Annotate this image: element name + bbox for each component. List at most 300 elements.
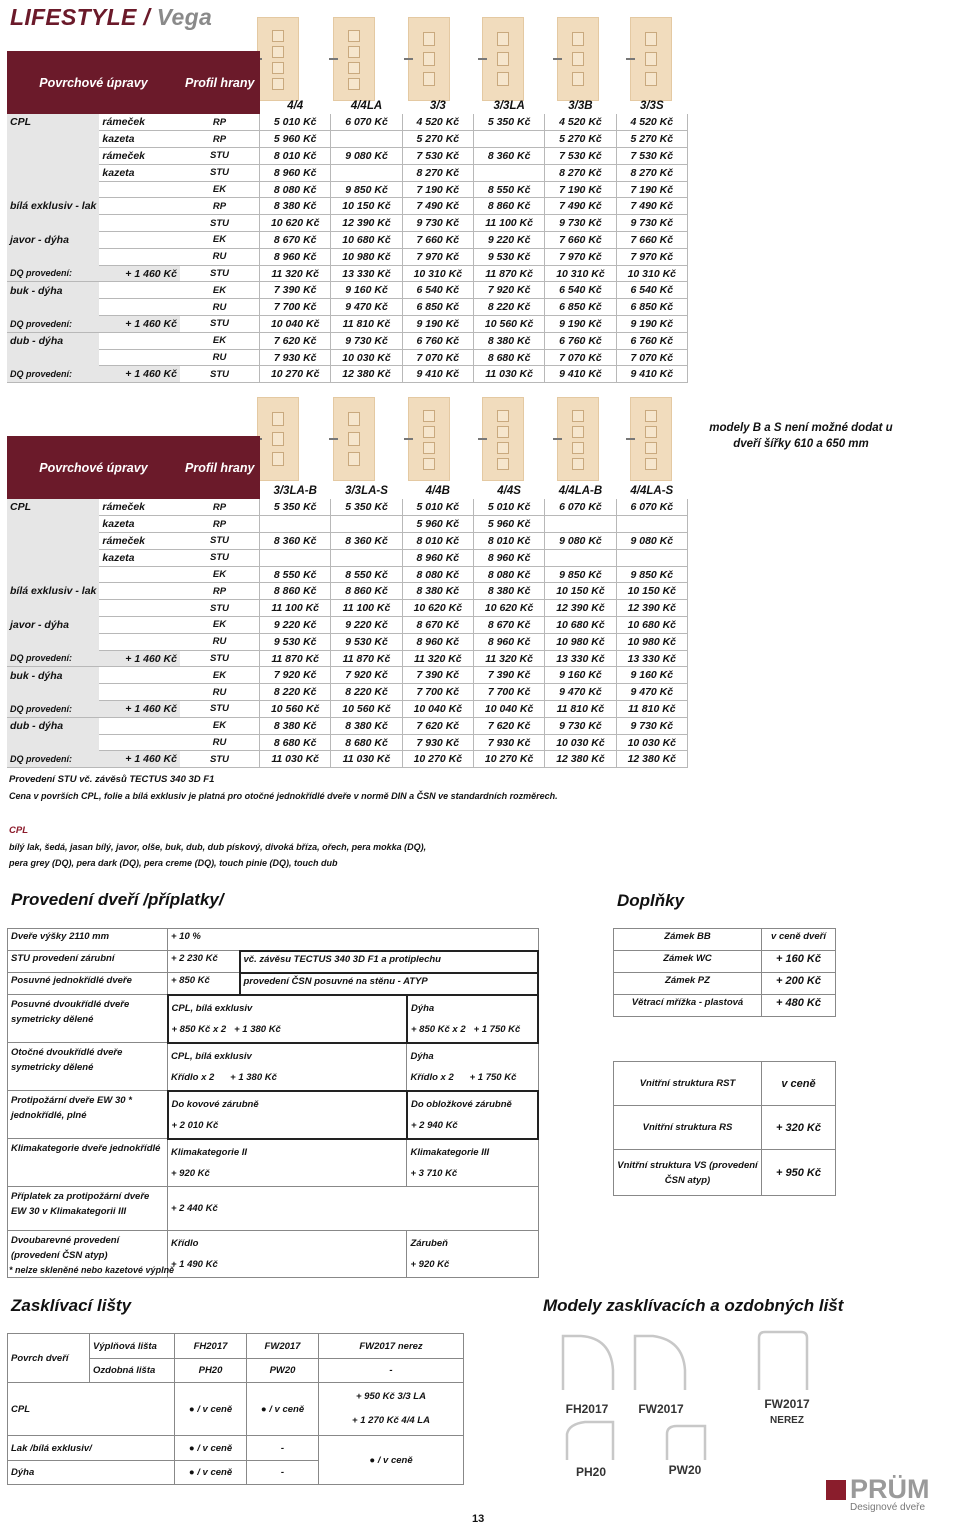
page-title: LIFESTYLE / Vega [10,4,213,30]
price-cell: 8 270 Kč [545,164,616,181]
price-cell: 8 680 Kč [473,349,544,366]
column-header: 3/3S [639,99,664,112]
group-label: DQ provedení: [7,751,99,768]
price-cell: 11 320 Kč [260,265,331,282]
price-cell: 5 960 Kč [402,516,473,533]
sub-label: kazeta [99,164,180,181]
price-cell: 10 270 Kč [402,751,473,768]
price-cell: 9 530 Kč [331,633,402,650]
column-header: 3/3LA-B [273,484,317,497]
profile-code: EK [180,232,260,249]
price-cell: 6 760 Kč [545,332,616,349]
price-cell: 12 390 Kč [545,600,616,617]
price-cell [260,549,331,566]
price-cell: 8 670 Kč [402,617,473,634]
sub-label: kazeta [99,516,180,533]
price-cell: 6 850 Kč [545,299,616,316]
table-row [7,366,688,383]
price-cell: 9 160 Kč [616,667,687,684]
price-cell: 11 030 Kč [473,366,544,383]
price-cell: 9 080 Kč [331,148,402,165]
price-cell: 10 150 Kč [331,198,402,215]
profile-code: STU [180,533,260,550]
column-header: 3/3LA [493,99,525,112]
group-label [7,248,99,265]
price-cell: 8 860 Kč [331,583,402,600]
price-cell: 9 730 Kč [616,215,687,232]
sub-label [99,181,180,198]
price-cell: 5 270 Kč [616,131,687,148]
price-cell: 9 730 Kč [402,215,473,232]
sub-label [99,566,180,583]
price-cell: 11 870 Kč [260,650,331,667]
sub-label: kazeta [99,131,180,148]
sub-label [99,600,180,617]
price-cell: 8 550 Kč [260,566,331,583]
cpl-title: CPL [9,825,28,836]
column-header: 4/4LA-S [630,484,674,497]
price-cell: 5 350 Kč [331,499,402,516]
price-cell: 7 620 Kč [402,717,473,734]
price-cell: 8 960 Kč [473,633,544,650]
price-cell: 10 560 Kč [260,701,331,718]
table-row [7,198,688,215]
price-cell: 9 470 Kč [331,299,402,316]
fw2017-nerez-caption: FW2017 [764,1397,810,1411]
price-cell: 10 680 Kč [616,617,687,634]
group-label [7,164,99,181]
column-header: 4/4LA-B [558,484,603,497]
price-cell: 6 540 Kč [402,282,473,299]
price-cell: 7 070 Kč [545,349,616,366]
price-cell: 8 080 Kč [402,566,473,583]
profile-code: RP [180,114,260,131]
price-cell: 7 920 Kč [473,282,544,299]
price-cell: 7 190 Kč [402,181,473,198]
stu-note: Provedení STU vč. závěsů TECTUS 340 3D F1 [9,774,215,785]
group-label [7,600,99,617]
profile-code: RU [180,734,260,751]
price-cell: 8 360 Kč [473,148,544,165]
price-cell: 12 380 Kč [616,751,687,768]
price-cell: 8 550 Kč [473,181,544,198]
profile-code: STU [180,316,260,333]
price-cell: 7 930 Kč [402,734,473,751]
price-cell: 8 360 Kč [260,533,331,550]
group-label [7,566,99,583]
price-cell: 8 220 Kč [331,684,402,701]
price-cell: 10 270 Kč [260,366,331,383]
table-row [7,667,688,684]
table-row [7,717,688,734]
provedeni-table: Dveře výšky 2110 mm + 10 % STU provedení zárubní + 2 230 Kč vč. závěsu TECTUS 340 3D F1 a protiplechu Posuvné jednokřídlé dveře + 850 Kč provedení ČSN posuvné na stěnu - ATYP Posuvné dvoukřídlé dveře symetricky dělené CPL, bílá exklusiv + 850 Kč x 2 + 1 380 Kč Dýha + 850 Kč x 2 + 1 750 Kč Otočné dvoukřídlé dveře symetricky dělené CPL, bílá exklusiv Křídlo x 2 + 1 380 Kč Dýha Křídlo x 2 + 1 750 Kč Protipožární dveře EW 30 * jednokřídlé, plné Do kovové zárubně + 2 010 Kč Do obložkové zárubně + 2 940 Kč Klimakategorie dveře jednokřídlé Klimakategorie II + 920 Kč Klimakategorie III + 3 710 Kč Příplatek za protipožární dveře EW 30 v Klimakategorii III + 2 440 Kč Dvoubarevné provedení (provedení ČSN atyp) Křídlo + 1 490 Kč Zárubeň + 920 Kč [7,928,539,1278]
sub-label: rámeček [99,114,180,131]
price-cell: 6 070 Kč [545,499,616,516]
price-cell: 8 670 Kč [260,232,331,249]
price-cell: 10 980 Kč [545,633,616,650]
price-cell: 6 540 Kč [545,282,616,299]
price-cell: 9 190 Kč [616,316,687,333]
price-cell: 7 530 Kč [402,148,473,165]
price-cell [331,131,402,148]
price-cell: 10 030 Kč [616,734,687,751]
price-cell: 8 380 Kč [260,198,331,215]
table-row [7,248,688,265]
price-cell: 9 080 Kč [545,533,616,550]
price-cell: 8 680 Kč [331,734,402,751]
price-cell: 9 160 Kč [331,282,402,299]
sub-label [99,734,180,751]
header-surface: Povrchové úpravy [7,51,180,114]
group-label [7,684,99,701]
sub-label [99,583,180,600]
price-cell: 8 960 Kč [402,549,473,566]
price-cell: 7 490 Kč [545,198,616,215]
price-cell: 9 530 Kč [473,248,544,265]
price-cell: 9 730 Kč [331,332,402,349]
price-cell: 9 730 Kč [545,717,616,734]
price-cell: 10 040 Kč [402,701,473,718]
prov-label-5: Otočné dvoukřídlé dveře symetricky dělené [8,1043,168,1091]
group-label [7,148,99,165]
price-cell: 11 870 Kč [473,265,544,282]
sub-label: + 1 460 Kč [99,316,180,333]
price-cell: 11 810 Kč [545,701,616,718]
listy-table: Povrch dveří Výplňová lišta FH2017 FW2017 FW2017 nerez Ozdobná lišta PH20 PW20 - CPL ● / v ceně ● / v ceně + 950 Kč 3/3 LA + 1 270 Kč 4/4 LA Lak /bílá exklusiv/ ● / v ceně - ● / v ceně Dýha ● / v ceně - [7,1333,464,1485]
sub-label [99,248,180,265]
price-cell: 4 520 Kč [402,114,473,131]
group-label [7,131,99,148]
price-cell: 11 030 Kč [260,751,331,768]
group-label: CPL [7,499,99,516]
price-cell: 7 930 Kč [473,734,544,751]
price-cell: 6 540 Kč [616,282,687,299]
price-cell: 10 040 Kč [473,701,544,718]
price-cell: 12 380 Kč [545,751,616,768]
price-cell: 10 040 Kč [260,316,331,333]
price-cell: 7 190 Kč [545,181,616,198]
profile-code: EK [180,566,260,583]
price-cell: 9 190 Kč [402,316,473,333]
pw20-profile-icon [667,1426,705,1460]
price-cell: 12 390 Kč [331,215,402,232]
price-cell: 7 660 Kč [616,232,687,249]
group-label [7,516,99,533]
price-cell: 7 620 Kč [260,332,331,349]
profile-code: EK [180,332,260,349]
price-cell: 13 330 Kč [616,650,687,667]
profile-code: RU [180,349,260,366]
sub-label: rámeček [99,148,180,165]
price-cell: 7 970 Kč [616,248,687,265]
profile-code: STU [180,366,260,383]
column-header: 3/3LA-S [345,484,388,497]
profile-code: STU [180,600,260,617]
price-cell: 10 980 Kč [616,633,687,650]
table-row [7,499,688,516]
price-cell: 7 490 Kč [402,198,473,215]
price-cell: 12 390 Kč [616,600,687,617]
group-label [7,633,99,650]
price-cell: 7 970 Kč [545,248,616,265]
price-cell: 10 270 Kč [473,751,544,768]
column-header: 3/3 [429,99,446,112]
sub-label [99,332,180,349]
price-cell: 8 220 Kč [473,299,544,316]
price-cell: 10 980 Kč [331,248,402,265]
table-row [7,164,688,181]
price-cell: 5 960 Kč [473,516,544,533]
sub-label: rámeček [99,499,180,516]
price-cell: 8 960 Kč [260,248,331,265]
provedeni-title: Provedení dveří /příplatky/ [11,890,224,909]
nerez-caption: NEREZ [770,1415,804,1426]
price-cell: 11 320 Kč [473,650,544,667]
column-header: 4/4 [287,99,304,112]
table-row [7,701,688,718]
price-cell: 11 810 Kč [616,701,687,718]
price-table-1 [7,51,688,383]
group-label: DQ provedení: [7,650,99,667]
provedeni-footnote: * nelze skleněné nebo kazetové výplně [9,1265,175,1275]
page-number: 13 [472,1513,485,1525]
price-cell: 8 360 Kč [331,533,402,550]
table-row [7,282,688,299]
group-label: DQ provedení: [7,701,99,718]
table-row [7,349,688,366]
price-cell: 7 920 Kč [331,667,402,684]
listy-title: Zasklívací lišty [11,1296,132,1315]
price-cell: 7 620 Kč [473,717,544,734]
price-cell: 11 030 Kč [331,751,402,768]
table-row [7,617,688,634]
price-cell: 10 620 Kč [473,600,544,617]
price-cell: 7 530 Kč [545,148,616,165]
prov-label-4: Posuvné dvoukřídlé dveře symetricky dělené [8,995,168,1043]
prov-label-8: Příplatek za protipožární dveře EW 30 v Klimakategorii III [8,1186,168,1230]
logo-mark-icon [826,1480,846,1500]
table-row [7,316,688,333]
cpl-colors-line-2: pera grey (DQ), pera dark (DQ), pera creme (DQ), touch pinie (DQ), touch dub [9,858,338,868]
profile-code: STU [180,148,260,165]
table-row [7,633,688,650]
price-cell [545,516,616,533]
profile-code: RP [180,583,260,600]
group-label [7,549,99,566]
struktura-table: Vnitřní struktura RST v ceně Vnitřní struktura RS + 320 Kč Vnitřní struktura VS (provedení ČSN atyp) + 950 Kč [613,1061,836,1196]
price-cell: 7 390 Kč [473,667,544,684]
profile-code: EK [180,181,260,198]
price-cell: 9 530 Kč [260,633,331,650]
price-cell: 10 310 Kč [402,265,473,282]
price-cell: 10 560 Kč [473,316,544,333]
prov-label-9: Dvoubarevné provedení (provedení ČSN atyp) [8,1230,168,1277]
price-cell: 8 960 Kč [402,633,473,650]
sub-label [99,617,180,634]
table-row [7,516,688,533]
price-cell: 10 310 Kč [616,265,687,282]
price-note: Cena v površích CPL, folie a bílá exklusiv je platná pro otočné jednokřídlé dveře v normě DIN a ČSN ve standardních rozměrech. [9,791,558,801]
price-cell: 5 960 Kč [260,131,331,148]
profile-code: EK [180,617,260,634]
price-cell: 9 730 Kč [616,717,687,734]
fh2017-profile-icon [563,1336,613,1390]
price-cell: 6 070 Kč [616,499,687,516]
price-cell: 9 470 Kč [616,684,687,701]
listy-models-title: Modely zasklívacích a ozdobných lišt [543,1296,844,1315]
price-cell: 9 850 Kč [545,566,616,583]
profile-code: STU [180,549,260,566]
ph20-profile-icon [567,1422,613,1460]
group-label: javor - dýha [7,232,99,249]
price-cell: 5 010 Kč [473,499,544,516]
price-cell: 10 680 Kč [331,232,402,249]
group-label: dub - dýha [7,717,99,734]
sub-label [99,232,180,249]
sub-label [99,282,180,299]
price-cell: 6 850 Kč [616,299,687,316]
price-cell: 10 150 Kč [616,583,687,600]
group-label: CPL [7,114,99,131]
price-cell: 12 380 Kč [331,366,402,383]
profile-code: RU [180,633,260,650]
table-row [7,583,688,600]
price-cell: 8 960 Kč [260,164,331,181]
sub-label: + 1 460 Kč [99,366,180,383]
table-row [7,734,688,751]
group-label [7,215,99,232]
table-row [7,114,688,131]
price-cell [616,516,687,533]
column-header: 3/3B [568,99,593,112]
group-label: javor - dýha [7,617,99,634]
table-row [7,181,688,198]
price-cell: 7 490 Kč [616,198,687,215]
price-cell: 10 560 Kč [331,701,402,718]
price-cell: 5 350 Kč [260,499,331,516]
price-cell: 10 150 Kč [545,583,616,600]
table-row [7,600,688,617]
group-label: buk - dýha [7,282,99,299]
price-cell: 9 220 Kč [473,232,544,249]
price-cell: 8 080 Kč [260,181,331,198]
table-row [7,549,688,566]
prov-label-1: Dveře výšky 2110 mm [8,929,168,951]
price-cell: 5 270 Kč [545,131,616,148]
profile-code: EK [180,667,260,684]
group-label: DQ provedení: [7,265,99,282]
group-label [7,299,99,316]
price-cell: 9 850 Kč [616,566,687,583]
price-cell: 9 160 Kč [545,667,616,684]
price-cell: 11 100 Kč [331,600,402,617]
price-cell: 9 220 Kč [260,617,331,634]
price-cell: 8 380 Kč [473,583,544,600]
column-header: 4/4LA [350,99,383,112]
price-cell: 8 220 Kč [260,684,331,701]
table-row [7,751,688,768]
price-cell: 5 270 Kč [402,131,473,148]
price-cell: 9 080 Kč [616,533,687,550]
sub-label: + 1 460 Kč [99,650,180,667]
ph20-caption: PH20 [575,1465,607,1479]
fw2017-profile-icon [635,1336,685,1390]
header-row [7,436,688,482]
group-label [7,734,99,751]
table-row [7,148,688,165]
fw2017-nerez-profile-icon [759,1332,807,1390]
price-cell: 8 960 Kč [473,549,544,566]
group-label: bílá exklusiv - lak [7,583,99,600]
molding-profiles-graphic [555,1328,835,1483]
sub-label [99,633,180,650]
price-cell: 8 010 Kč [260,148,331,165]
price-cell: 8 860 Kč [260,583,331,600]
price-cell: 11 100 Kč [473,215,544,232]
group-label [7,181,99,198]
price-cell: 10 310 Kč [545,265,616,282]
price-cell [473,131,544,148]
price-cell: 9 410 Kč [402,366,473,383]
price-cell: 10 680 Kč [545,617,616,634]
prum-logo: PRÜM Designové dveře [826,1476,952,1516]
fw2017-caption: FW2017 [638,1402,684,1416]
sub-label [99,667,180,684]
table-row [7,299,688,316]
header-surface: Povrchové úpravy [7,436,180,499]
sub-label [99,299,180,316]
price-cell: 8 670 Kč [473,617,544,634]
price-cell: 7 530 Kč [616,148,687,165]
price-cell: 13 330 Kč [331,265,402,282]
prov-label-3: Posuvné jednokřídlé dveře [8,973,168,995]
price-cell: 10 620 Kč [260,215,331,232]
price-cell: 7 700 Kč [473,684,544,701]
price-cell: 8 380 Kč [402,583,473,600]
sub-label: + 1 460 Kč [99,701,180,718]
sub-label [99,349,180,366]
pw20-caption: PW20 [668,1463,702,1477]
price-cell: 8 860 Kč [473,198,544,215]
price-cell: 8 270 Kč [402,164,473,181]
price-cell: 8 080 Kč [473,566,544,583]
price-cell: 9 410 Kč [616,366,687,383]
profile-code: STU [180,265,260,282]
price-cell: 7 700 Kč [260,299,331,316]
price-cell [331,549,402,566]
sub-label: rámeček [99,533,180,550]
header-profile: Profil hrany [180,436,260,499]
header-profile: Profil hrany [180,51,260,114]
price-cell: 6 850 Kč [402,299,473,316]
group-label: dub - dýha [7,332,99,349]
price-cell [331,164,402,181]
price-cell: 4 520 Kč [545,114,616,131]
price-cell: 9 470 Kč [545,684,616,701]
price-cell: 9 850 Kč [331,181,402,198]
price-table-2 [7,436,688,768]
price-cell: 11 100 Kč [260,600,331,617]
price-cell: 7 390 Kč [402,667,473,684]
price-cell: 7 660 Kč [402,232,473,249]
table-row [7,215,688,232]
table-row [7,684,688,701]
profile-code: STU [180,164,260,181]
sub-label [99,684,180,701]
price-cell: 10 030 Kč [545,734,616,751]
profile-code: RP [180,198,260,215]
profile-code: RU [180,299,260,316]
